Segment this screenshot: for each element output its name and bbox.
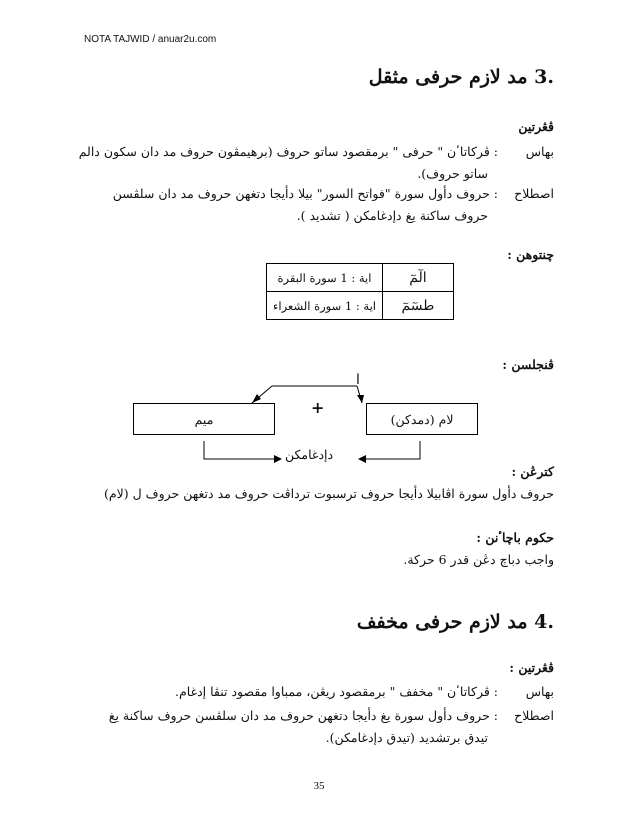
diagram-left-box: ميم: [133, 403, 275, 435]
diagram-right-box: لام (دمدکن): [366, 403, 478, 435]
istilah-line-2: حروف ساكنة يغ دإدغامکن ( تشديد ).: [296, 208, 488, 223]
bahasa-line-1: : ڤركاتاٴن " حرفى " برمقصود ساتو حروف (برهيمڤون حروف مد دان سکون دالم: [78, 144, 498, 159]
example-ref: اية : 1 سورة الشعراء: [267, 292, 383, 320]
example-word: طسٓمٓ: [382, 292, 453, 320]
hukum-heading: حکوم باچاٴنن :: [476, 530, 554, 545]
keterangan-text: حروف دأول سورة اڤابيلا دأيجا حروف ترسبوت ترداڤت حروف مد دتغهن حروف ل (لام): [104, 486, 554, 501]
bahasa-label: بهاس: [525, 144, 554, 159]
section-4-istilah-line-2: تيدق برتشديد (تيدق دإدغامکن).: [325, 730, 488, 745]
section-4-bahasa-label: بهاس: [525, 684, 554, 699]
section-4-istilah-label: اصطلاح: [514, 708, 554, 723]
keterangan-heading: کترڠن :: [511, 464, 554, 479]
section-3-title: .3 مد لازم حرفى مثقل: [368, 66, 554, 88]
istilah-line-1: : حروف دأول سورة "فواتح السور" بيلا دأيجا دتغهن حروف مد دان سلڤسن: [112, 186, 498, 201]
hukum-text: واجب دباچ دڠن قدر 6 حرکة.: [403, 552, 554, 567]
bahasa-line-2: ساتو حروف).: [417, 166, 488, 181]
section-4-pengertian-heading: ڤڠرتين :: [509, 660, 554, 675]
page-header: NOTA TAJWID / anuar2u.com: [84, 34, 217, 45]
diagram-alif: ا: [356, 372, 360, 388]
diagram-bottom-label: دإدغامکن: [285, 447, 334, 462]
example-ref: اية : 1 سورة البقرة: [267, 264, 383, 292]
page-number: 35: [313, 780, 325, 792]
penjelasan-heading: ڤنجلسن :: [502, 357, 554, 372]
section-4-title: .4 مد لازم حرفى مخفف: [356, 611, 554, 633]
contoh-heading: چنتوهن :: [507, 247, 554, 262]
section-3-pengertian-heading: ڤڠرتين: [518, 119, 554, 134]
section-4-istilah-line-1: : حروف دأول سورة يغ دأيجا دتغهن حروف مد دان سلڤسن حروف ساكنة يغ: [108, 708, 498, 723]
section-4-bahasa-text: : ڤركاتاٴن " مخفف " برمقصود ريڠن، ممباوا مقصود تنڤا إدغام.: [175, 684, 498, 699]
diagram-plus: +: [311, 398, 325, 417]
example-word: الٓمٓ: [382, 264, 453, 292]
istilah-label: اصطلاح: [514, 186, 554, 201]
